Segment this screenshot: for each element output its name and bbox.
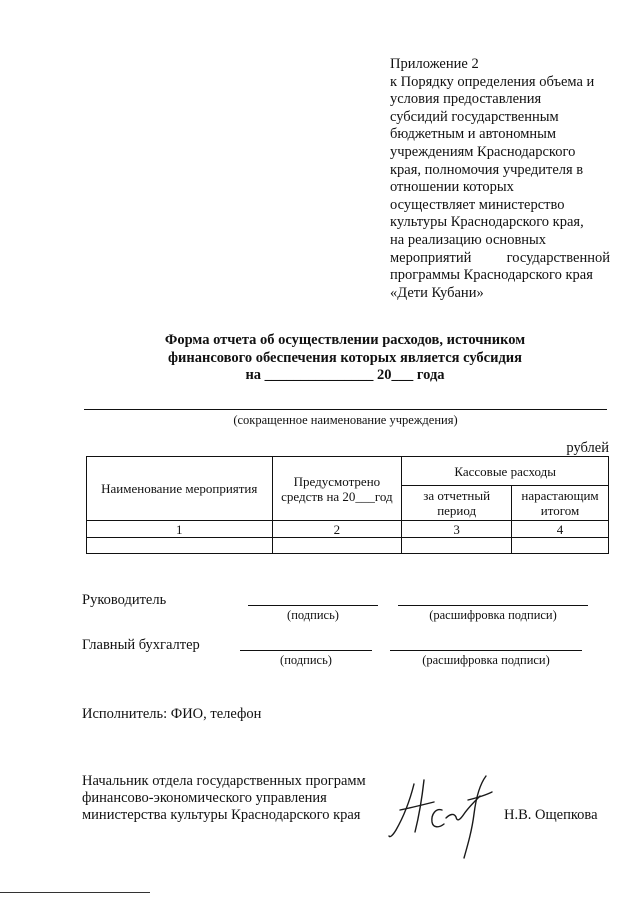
table-cell: 3 xyxy=(402,521,512,538)
org-name-caption: (сокращенное наименование учреждения) xyxy=(233,413,458,427)
currency-label: рублей xyxy=(566,440,609,456)
appendix-line: учреждениям Краснодарского xyxy=(390,143,576,160)
table-cell: 1 xyxy=(87,521,273,538)
appendix-line: отношении которых xyxy=(390,179,514,196)
appendix-line: края, полномочия учредителя в xyxy=(390,161,584,178)
department-line: финансово-экономического управления xyxy=(82,790,327,806)
appendix-line: на реализацию основных xyxy=(390,231,547,248)
accountant-label: Главный бухгалтер xyxy=(82,637,200,653)
appendix-line: программы Краснодарского края xyxy=(390,267,593,284)
appendix-line: субсидий государственным xyxy=(390,108,559,125)
handwritten-signature xyxy=(384,770,504,862)
department-head-name: Н.В. Ощепкова xyxy=(504,807,598,823)
department-line: министерства культуры Краснодарского края xyxy=(82,807,361,823)
form-title-line: Форма отчета об осуществлении расходов, источником xyxy=(164,332,526,348)
appendix-line: условия предоставления xyxy=(390,91,542,108)
form-title xyxy=(80,332,610,385)
table-row xyxy=(87,538,609,554)
table-number-row xyxy=(87,521,609,538)
table-cell: 2 xyxy=(272,521,402,538)
header-cell-activity: Наименование мероприятия xyxy=(87,457,273,521)
table-cell xyxy=(87,538,273,554)
accountant-sign-caption: (подпись) xyxy=(280,653,332,667)
head-sign-caption: (подпись) xyxy=(287,608,339,622)
form-title-line: финансового обеспечения которых является субсидия xyxy=(168,349,522,366)
accountant-decode-caption: (расшифровка подписи) xyxy=(422,653,550,667)
header-cell-cumulative: нарастающим итогом xyxy=(512,486,609,521)
appendix-line: к Порядку определения объема и xyxy=(390,73,595,90)
appendix-line: осуществляет министерство xyxy=(390,196,565,213)
header-cell-cash-expenses: Кассовые расходы xyxy=(402,457,609,486)
head-sign-line xyxy=(248,605,378,606)
appendix-block xyxy=(390,56,610,302)
appendix-word: государственной xyxy=(506,249,610,266)
header-cell-reporting-period: за отчетный период xyxy=(402,486,512,521)
footer-rule xyxy=(0,892,150,893)
table-cell: 4 xyxy=(512,521,609,538)
accountant-sign-line xyxy=(240,650,372,651)
header-cell-planned: Предусмотрено средств на 20___год xyxy=(272,457,402,521)
accountant-decode-line xyxy=(390,650,582,651)
table-cell xyxy=(272,538,402,554)
executor-contact: Исполнитель: ФИО, телефон xyxy=(82,706,262,722)
table-cell xyxy=(512,538,609,554)
appendix-line: Приложение 2 xyxy=(390,56,479,72)
appendix-line: «Дети Кубани» xyxy=(390,284,484,301)
table-header-row xyxy=(87,457,609,486)
appendix-line: культуры Краснодарского края, xyxy=(390,214,584,231)
report-table xyxy=(86,456,609,554)
form-title-date-line: на _______________ 20___ года xyxy=(245,367,445,383)
org-name-field-line xyxy=(84,409,607,410)
table-cell xyxy=(402,538,512,554)
head-decode-caption: (расшифровка подписи) xyxy=(429,608,557,622)
appendix-line xyxy=(390,250,610,268)
department-line: Начальник отдела государственных программ xyxy=(82,773,366,789)
head-decode-line xyxy=(398,605,588,606)
appendix-word: мероприятий xyxy=(390,249,472,266)
department-head-block xyxy=(82,773,366,824)
appendix-line: бюджетным и автономным xyxy=(390,126,557,143)
head-label: Руководитель xyxy=(82,592,167,608)
